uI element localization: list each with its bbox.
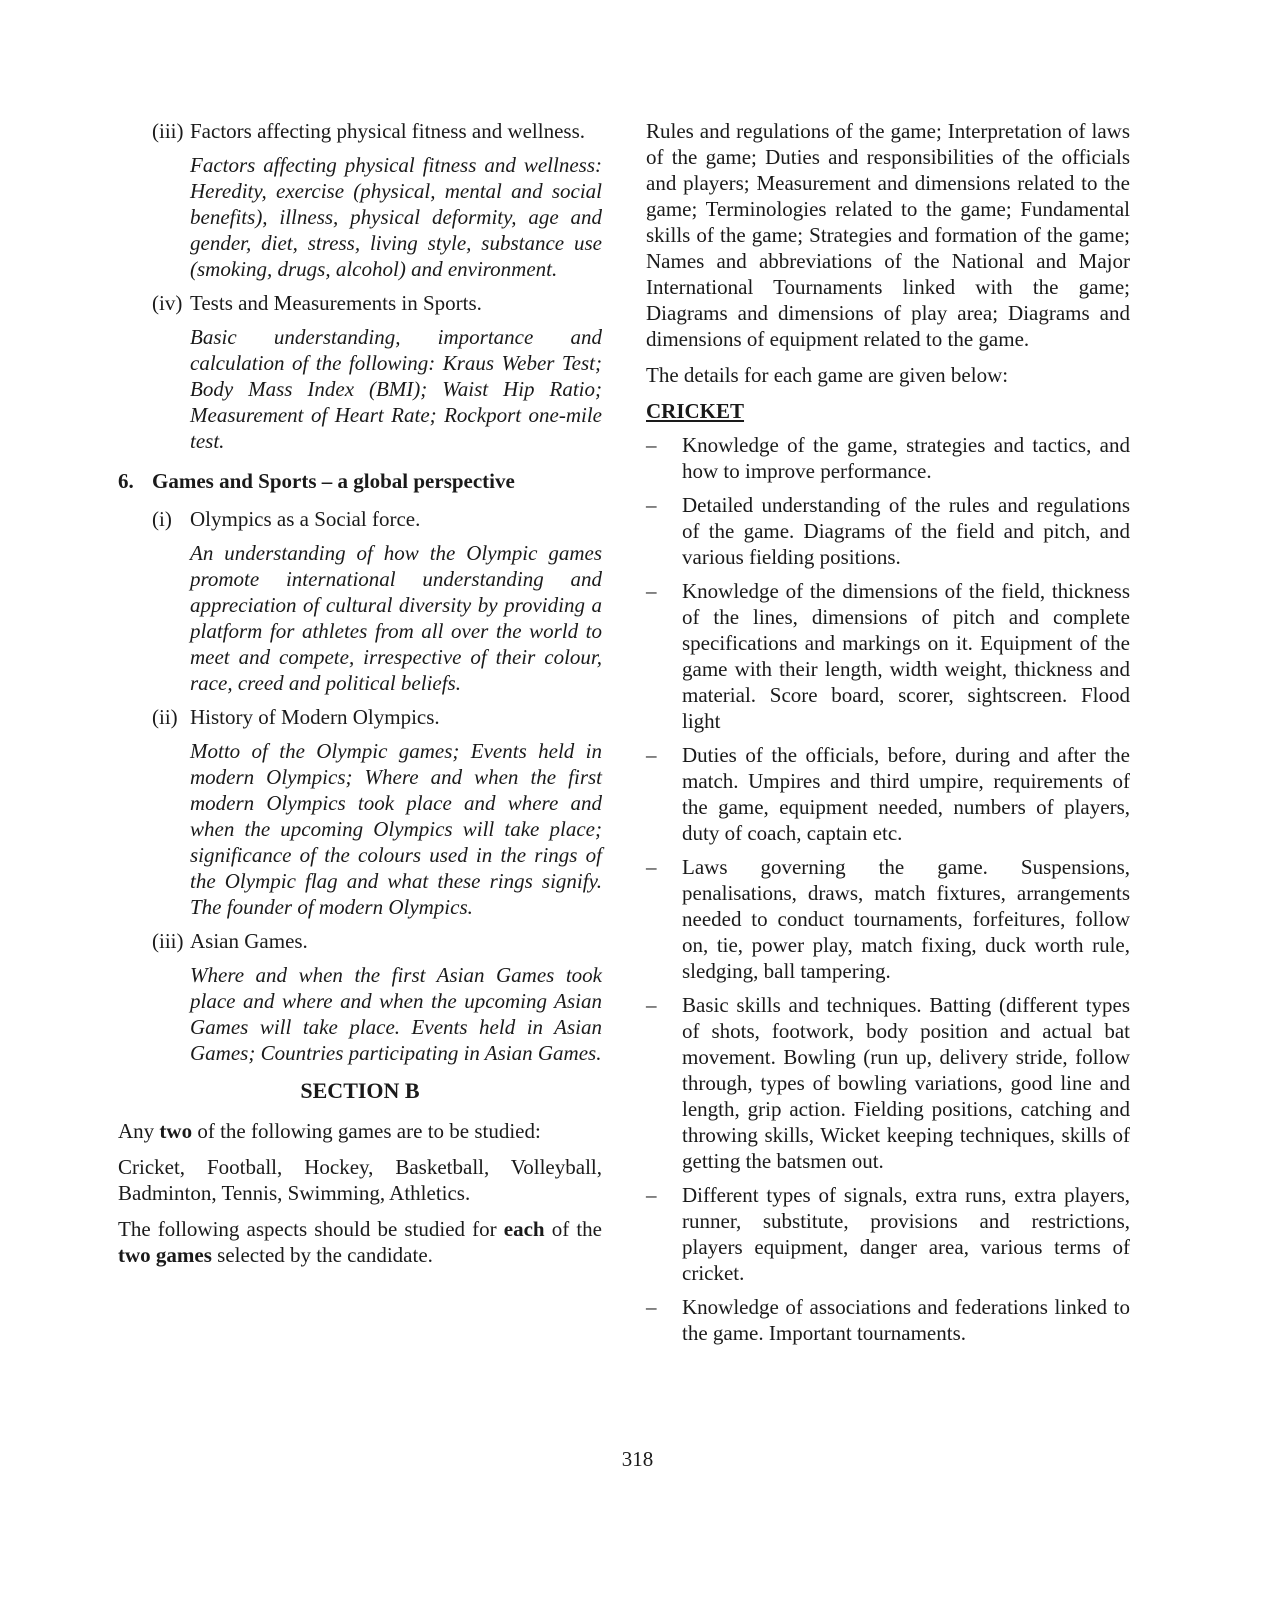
list-item: [646, 992, 1130, 1174]
right-column: [646, 118, 1130, 1354]
aspects-post: selected by the candidate.: [211, 1243, 433, 1267]
item-iii-heading: [118, 118, 602, 144]
page-number: 318: [621, 1447, 654, 1471]
sub-i-description: An understanding of how the Olympic games promote international understanding and appreciation of cultural diversity by providing a platform for athletes from all over the world to meet and compete, irrespective of their colour, race, creed and political beliefs.: [190, 541, 602, 695]
list-item: [646, 1294, 1130, 1346]
sub-iii-description: Where and when the first Asian Games took place and where and when the upcoming Asian Games will take place. Events held in Asian Games; Countries participating in Asian Games.: [190, 963, 602, 1065]
aspects-each: each: [503, 1217, 545, 1241]
sub-iii-number: (iii): [152, 929, 184, 953]
section-6-heading: [118, 468, 602, 494]
bullet-text: Knowledge of associations and federations linked to the game. Important tournaments.: [682, 1295, 1130, 1345]
details-paragraph: The details for each game are given below:: [646, 363, 1009, 387]
bullet-text: Knowledge of the dimensions of the field, thickness of the lines, dimensions of pitch and complete specifications and markings on it. Equipment of the game with their length, width weight, thickness and material. Score board, scorer, sightscreen. Flood light: [682, 579, 1130, 733]
sub-iii-heading: [118, 928, 602, 954]
list-item: [646, 742, 1130, 846]
item-iv-description: Basic understanding, importance and calculation of the following: Kraus Weber Test; Body Mass Index (BMI); Waist Hip Ratio; Measurement of Heart Rate; Rockport one-mile test.: [190, 325, 602, 453]
sub-ii-heading: [118, 704, 602, 730]
list-item: [646, 578, 1130, 734]
cricket-bullet-list: [646, 432, 1130, 1346]
dash-bullet: –: [646, 743, 657, 767]
sub-ii-number: (ii): [152, 705, 178, 729]
left-column: [118, 118, 602, 1278]
aspects-paragraph: [118, 1216, 602, 1268]
games-list-paragraph: Cricket, Football, Hockey, Basketball, Volleyball, Badminton, Tennis, Swimming, Athletics.: [118, 1155, 602, 1205]
aspects-mid: of the: [544, 1217, 602, 1241]
section-6-label: Games and Sports – a global perspective: [152, 469, 515, 493]
dash-bullet: –: [646, 993, 657, 1017]
bullet-text: Detailed understanding of the rules and regulations of the game. Diagrams of the field and pitch, and various fielding positions.: [682, 493, 1130, 569]
bullet-text: Different types of signals, extra runs, extra players, runner, substitute, provisions and restrictions, players equipment, danger area, various terms of cricket.: [682, 1183, 1130, 1285]
item-iv-label: Tests and Measurements in Sports.: [190, 291, 482, 315]
sub-ii-description: Motto of the Olympic games; Events held in modern Olympics; Where and when the first modern Olympics took place and where and when the upcoming Olympics will take place; significance of the colours used in the rings of the Olympic flag and what these rings signify. The founder of modern Olympics.: [190, 739, 602, 919]
any-two-post: of the following games are to be studied:: [192, 1119, 541, 1143]
rules-paragraph: Rules and regulations of the game; Interpretation of laws of the game; Duties and responsibilities of the officials and players; Measurement and dimensions related to the game; Terminologies related to the game; Fundamental skills of the game; Strategies and formation of the game; Names and abbreviations of the National and Major International Tournaments linked with the game; Diagrams and dimensions of play area; Diagrams and dimensions of equipment related to the game.: [646, 119, 1130, 351]
dash-bullet: –: [646, 579, 657, 603]
dash-bullet: –: [646, 855, 657, 879]
aspects-pre: The following aspects should be studied for: [118, 1217, 504, 1241]
bullet-text: Knowledge of the game, strategies and tactics, and how to improve performance.: [682, 433, 1130, 483]
section-6-number: 6.: [118, 469, 134, 493]
any-two-bold: two: [159, 1119, 193, 1143]
list-item: [646, 1182, 1130, 1286]
sub-iii-label: Asian Games.: [190, 929, 308, 953]
section-b-title: SECTION B: [300, 1078, 420, 1103]
item-iii-label: Factors affecting physical fitness and wellness.: [190, 119, 586, 143]
cricket-heading: CRICKET: [646, 399, 745, 423]
list-item: [646, 432, 1130, 484]
list-item: [646, 854, 1130, 984]
dash-bullet: –: [646, 493, 657, 517]
sub-i-label: Olympics as a Social force.: [190, 507, 421, 531]
item-iii-description: Factors affecting physical fitness and wellness: Heredity, exercise (physical, mental and social benefits), illness, physical deformity, age and gender, diet, stress, living style, substance use (smoking, drugs, alcohol) and environment.: [190, 153, 602, 281]
item-iii-number: (iii): [152, 119, 184, 143]
bullet-text: Laws governing the game. Suspensions, penalisations, draws, match fixtures, arrangements needed to conduct tournaments, forfeitures, follow on, tie, power play, match fixing, duck worth rule, sledging, ball tampering.: [682, 855, 1130, 983]
aspects-two-games: two games: [118, 1243, 212, 1267]
dash-bullet: –: [646, 433, 657, 457]
sub-i-number: (i): [152, 507, 172, 531]
bullet-text: Basic skills and techniques. Batting (different types of shots, footwork, body position and actual bat movement. Bowling (run up, delivery stride, follow through, types of bowling variations, good line and length, grip action. Fielding positions, catching and throwing skills, Wicket keeping techniques, skills of getting the batsmen out.: [682, 993, 1130, 1173]
item-iv-number: (iv): [152, 291, 183, 315]
bullet-text: Duties of the officials, before, during and after the match. Umpires and third umpire, requirements of the game, equipment needed, numbers of players, duty of coach, captain etc.: [682, 743, 1130, 845]
any-two-pre: Any: [118, 1119, 160, 1143]
dash-bullet: –: [646, 1295, 657, 1319]
sub-ii-label: History of Modern Olympics.: [190, 705, 440, 729]
any-two-paragraph: [118, 1118, 602, 1144]
dash-bullet: –: [646, 1183, 657, 1207]
list-item: [646, 492, 1130, 570]
sub-i-heading: [118, 506, 602, 532]
item-iv-heading: [118, 290, 602, 316]
